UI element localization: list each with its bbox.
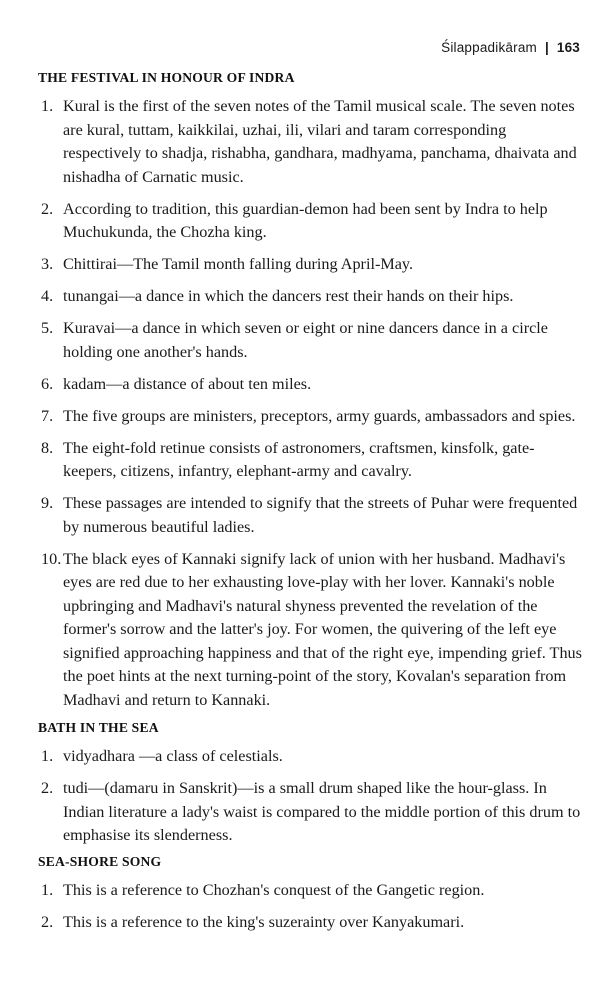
note-item: [38, 95, 584, 189]
note-item: [38, 317, 584, 364]
header-separator: |: [544, 40, 549, 55]
note-number: 2.: [41, 199, 54, 218]
note-text: The five groups are ministers, preceptors, army guards, ambassadors and spies.: [63, 406, 576, 425]
note-text: vidyadhara —a class of celestials.: [63, 747, 283, 765]
note-number: 10.: [41, 549, 62, 568]
note-item: [38, 745, 584, 769]
page-number: 163: [556, 40, 580, 55]
note-text: Kural is the first of the seven notes of the Tamil musical scale. The seven notes are kural, tuttam, kaikkilai, uzhai, ili, vilari and taram corresponding respectively to shadja, rishabha, gandhara, madhyama, panchama, dhaivata and nishadha of Carnatic music.: [63, 97, 577, 186]
note-number: 3.: [41, 255, 54, 273]
note-text: tudi—(damaru in Sanskrit)—is a small drum shaped like the hour-glass. In Indian literature a lady's waist is compared to the middle portion of this drum to emphasise its slenderness.: [63, 779, 581, 844]
note-item: [38, 285, 584, 309]
note-number: 1.: [41, 97, 54, 115]
notes-list: [38, 95, 584, 712]
section-heading: SEA-SHORE SONG: [38, 853, 162, 869]
note-number: 1.: [41, 747, 54, 765]
note-number: 2.: [41, 779, 54, 797]
note-text: The black eyes of Kannaki signify lack of union with her husband. Madhavi's eyes are red due to her exhausting love-play with her lover. Kannaki's noble upbringing and Madhavi's natural shyness prevented the revelation of the former's sorrow and the latter's joy. For women, the quivering of the left eye signified approaching happiness and that of the right eye, impending grief. Thus the poet hints at the next turning-point of the story, Kovalan's separation from Madhavi and return to Kannaki.: [63, 549, 582, 709]
note-text: These passages are intended to signify that the streets of Puhar were frequented by numerous beautiful ladies.: [63, 494, 578, 536]
note-item: [38, 879, 584, 903]
note-item: [38, 777, 584, 848]
section-heading: THE FESTIVAL IN HONOUR OF INDRA: [38, 70, 295, 85]
note-text: Kuravai—a dance in which seven or eight or nine dancers dance in a circle holding one another's hands.: [63, 319, 548, 361]
note-text: According to tradition, this guardian-demon had been sent by Indra to help Muchukunda, the Chozha king.: [63, 199, 548, 241]
note-item: [38, 373, 584, 397]
note-text: kadam—a distance of about ten miles.: [63, 374, 312, 393]
running-header: [441, 40, 580, 55]
note-text: tunangai—a dance in which the dancers rest their hands on their hips.: [63, 287, 514, 305]
note-item: [38, 405, 584, 429]
notes-list: [38, 745, 584, 848]
note-item: [38, 911, 584, 935]
note-number: 6.: [41, 374, 54, 393]
note-item: [38, 492, 584, 539]
section-heading: BATH IN THE SEA: [38, 720, 159, 735]
note-number: 2.: [41, 912, 54, 931]
note-item: [38, 548, 584, 713]
note-text: This is a reference to Chozhan's conquest of the Gangetic region.: [63, 880, 485, 899]
note-number: 9.: [41, 494, 54, 512]
note-number: 5.: [41, 319, 54, 337]
note-text: Chittirai—The Tamil month falling during April-May.: [63, 255, 413, 273]
running-title: Śilappadikāram: [441, 40, 537, 55]
notes-list: [38, 879, 584, 935]
note-number: 1.: [41, 880, 54, 899]
note-text: This is a reference to the king's suzerainty over Kanyakumari.: [63, 912, 465, 931]
note-item: [38, 198, 584, 245]
page-content: [38, 70, 584, 934]
note-number: 7.: [41, 406, 54, 425]
note-number: 4.: [41, 287, 54, 305]
note-number: 8.: [41, 438, 54, 457]
note-item: [38, 437, 584, 484]
note-item: [38, 253, 584, 277]
note-text: The eight-fold retinue consists of astronomers, craftsmen, kinsfolk, gate-keepers, citizens, infantry, elephant-army and cavalry.: [63, 438, 535, 480]
